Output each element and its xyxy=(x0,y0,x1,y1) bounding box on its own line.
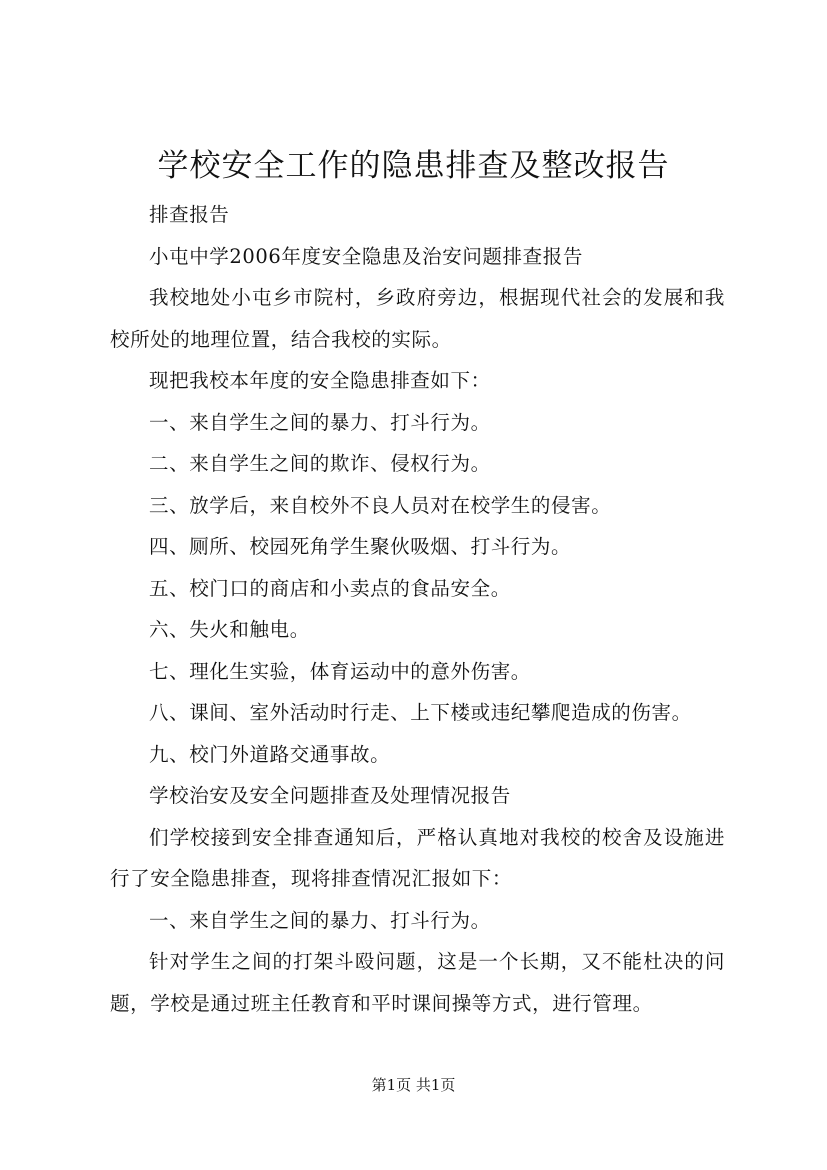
paragraph: 三、放学后，来自校外不良人员对在校学生的侵害。 xyxy=(149,493,612,517)
paragraph: 八、课间、室外活动时行走、上下楼或违纪攀爬造成的伤害。 xyxy=(149,701,692,724)
paragraph: 七、理化生实验，体育运动中的意外伤害。 xyxy=(149,659,531,683)
paragraph: 一、来自学生之间的暴力、打斗行为。 xyxy=(149,410,491,434)
paragraph: 们学校接到安全排查通知后，严格认真地对我校的校舍及设施进行了安全隐患排查，现将排查情况汇报如下： xyxy=(110,825,725,890)
paragraph: 针对学生之间的打架斗殴问题，这是一个长期，又不能杜决的问题，学校是通过班主任教育和平时课间操等方式，进行管理。 xyxy=(110,950,725,1015)
page-number-label: 第1页 共1页 xyxy=(371,1076,456,1094)
paragraph: 排查报告 xyxy=(149,203,230,226)
paragraph: 小屯中学2006年度安全隐患及治安问题排查报告 xyxy=(149,244,583,268)
paragraph: 五、校门口的商店和小卖点的食品安全。 xyxy=(149,576,511,600)
paragraph: 一、来自学生之间的暴力、打斗行为。 xyxy=(149,908,491,932)
paragraph: 学校治安及安全问题排查及处理情况报告 xyxy=(149,784,511,807)
document-body xyxy=(110,194,725,1024)
paragraph: 四、厕所、校园死角学生聚伙吸烟、打斗行为。 xyxy=(149,535,572,558)
paragraph: 六、失火和触电。 xyxy=(149,618,310,641)
document-title: 学校安全工作的隐患排查及整改报告 xyxy=(157,148,670,184)
paragraph: 二、来自学生之间的欺诈、侵权行为。 xyxy=(149,452,491,475)
page-footer xyxy=(0,1075,827,1095)
paragraph: 九、校门外道路交通事故。 xyxy=(149,742,391,766)
paragraph: 我校地处小屯乡市院村，乡政府旁边，根据现代社会的发展和我校所处的地理位置，结合我校的实际。 xyxy=(110,286,725,351)
paragraph: 现把我校本年度的安全隐患排查如下： xyxy=(149,369,491,392)
